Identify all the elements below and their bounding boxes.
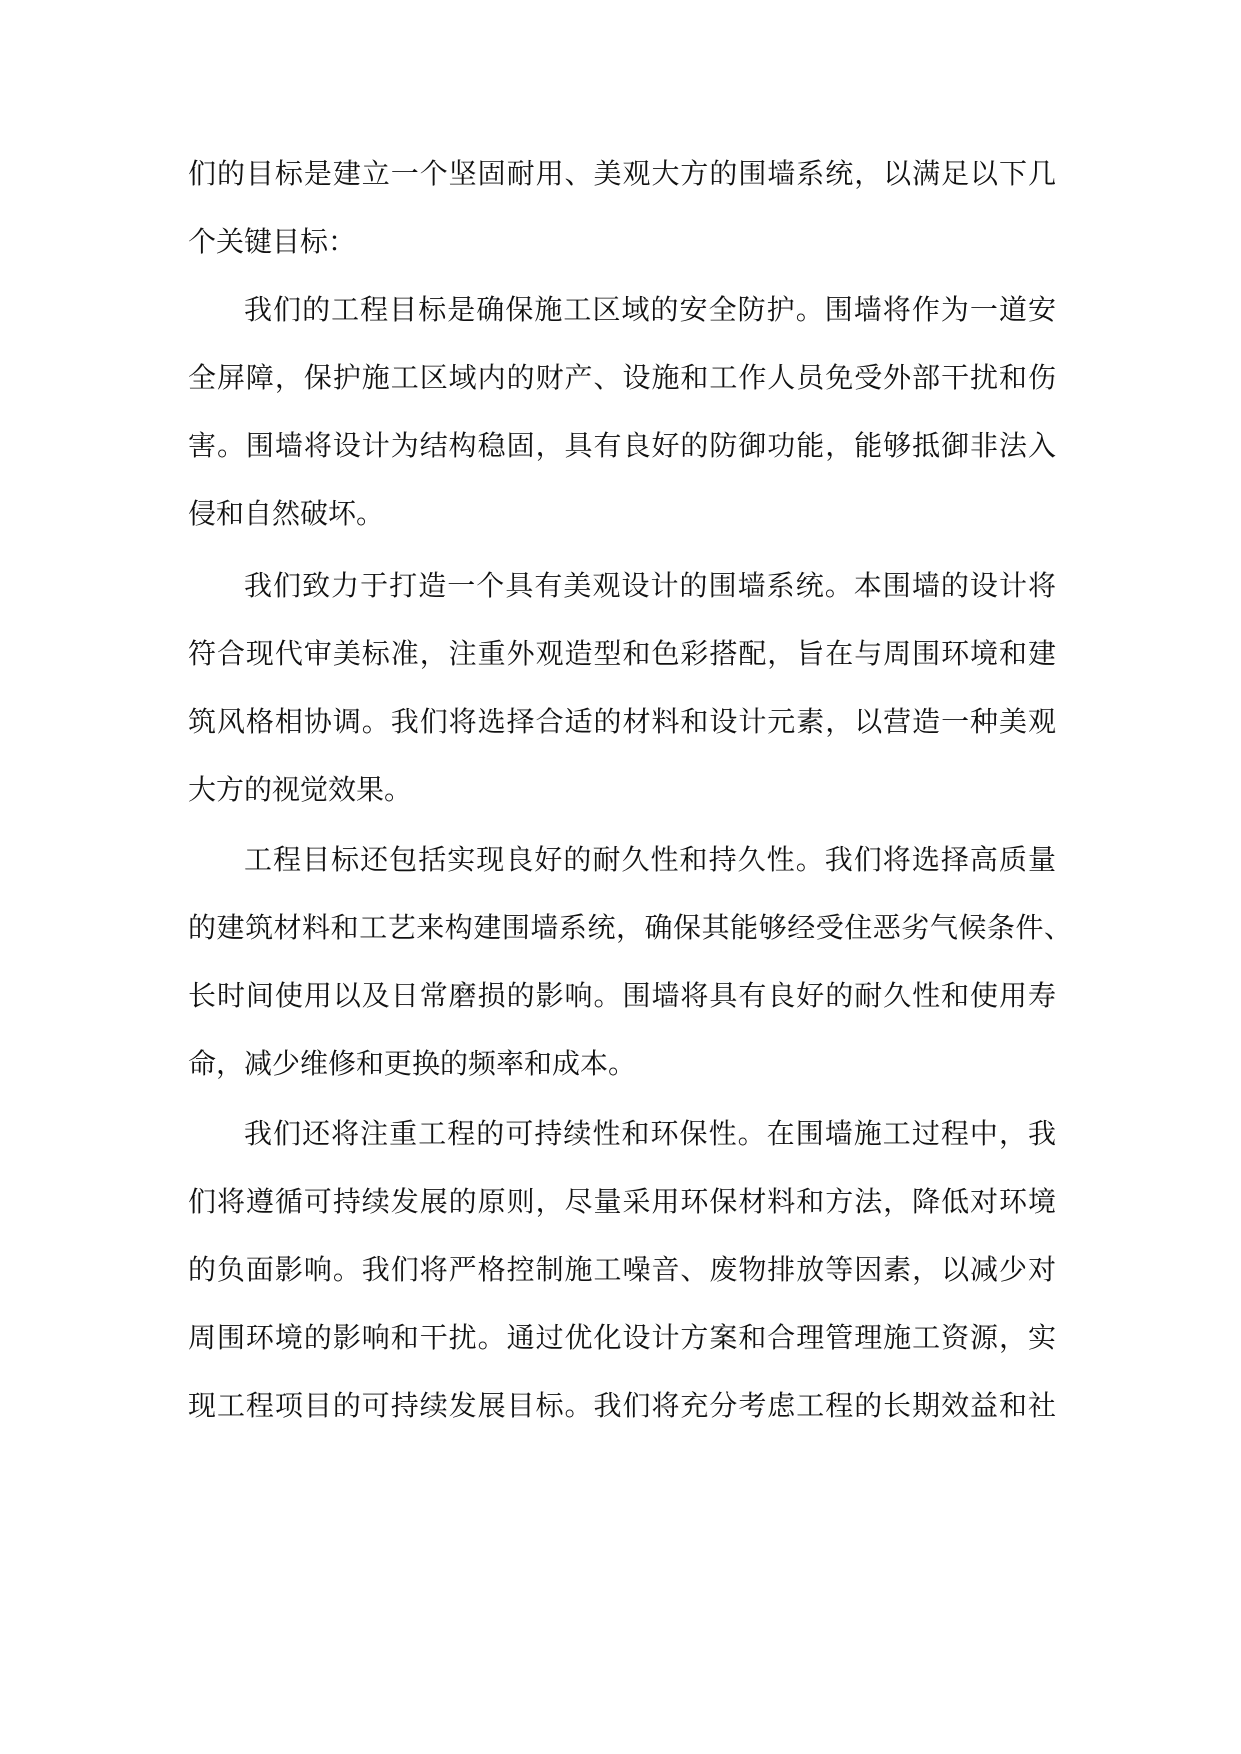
body-line: 们的目标是建立一个坚固耐用、美观大方的围墙系统，以满足以下几 [188, 157, 1056, 190]
body-line: 筑风格相协调。我们将选择合适的材料和设计元素，以营造一种美观 [188, 705, 1056, 738]
body-line: 命，减少维修和更换的频率和成本。 [188, 1047, 637, 1080]
paragraph-first-line: 我们致力于打造一个具有美观设计的围墙系统。本围墙的设计将 [244, 569, 1056, 602]
body-line: 害。围墙将设计为结构稳固，具有良好的防御功能，能够抵御非法入 [188, 429, 1056, 462]
paragraph-first-line: 我们还将注重工程的可持续性和环保性。在围墙施工过程中，我 [244, 1117, 1056, 1150]
body-line: 个关键目标： [188, 225, 357, 258]
body-line: 的负面影响。我们将严格控制施工噪音、废物排放等因素，以减少对 [188, 1253, 1056, 1286]
body-line: 符合现代审美标准，注重外观造型和色彩搭配，旨在与周围环境和建 [188, 637, 1056, 670]
paragraph-first-line: 我们的工程目标是确保施工区域的安全防护。围墙将作为一道安 [244, 293, 1056, 326]
body-line: 们将遵循可持续发展的原则，尽量采用环保材料和方法，降低对环境 [188, 1185, 1056, 1218]
body-line: 长时间使用以及日常磨损的影响。围墙将具有良好的耐久性和使用寿 [188, 979, 1056, 1012]
body-line: 的建筑材料和工艺来构建围墙系统，确保其能够经受住恶劣气候条件、 [188, 911, 1072, 944]
body-line: 全屏障，保护施工区域内的财产、设施和工作人员免受外部干扰和伤 [188, 361, 1056, 394]
body-line: 现工程项目的可持续发展目标。我们将充分考虑工程的长期效益和社 [188, 1389, 1056, 1422]
body-line: 侵和自然破坏。 [188, 497, 385, 530]
body-line: 大方的视觉效果。 [188, 773, 413, 806]
paragraph-first-line: 工程目标还包括实现良好的耐久性和持久性。我们将选择高质量 [244, 843, 1056, 876]
body-line: 周围环境的影响和干扰。通过优化设计方案和合理管理施工资源，实 [188, 1321, 1056, 1354]
